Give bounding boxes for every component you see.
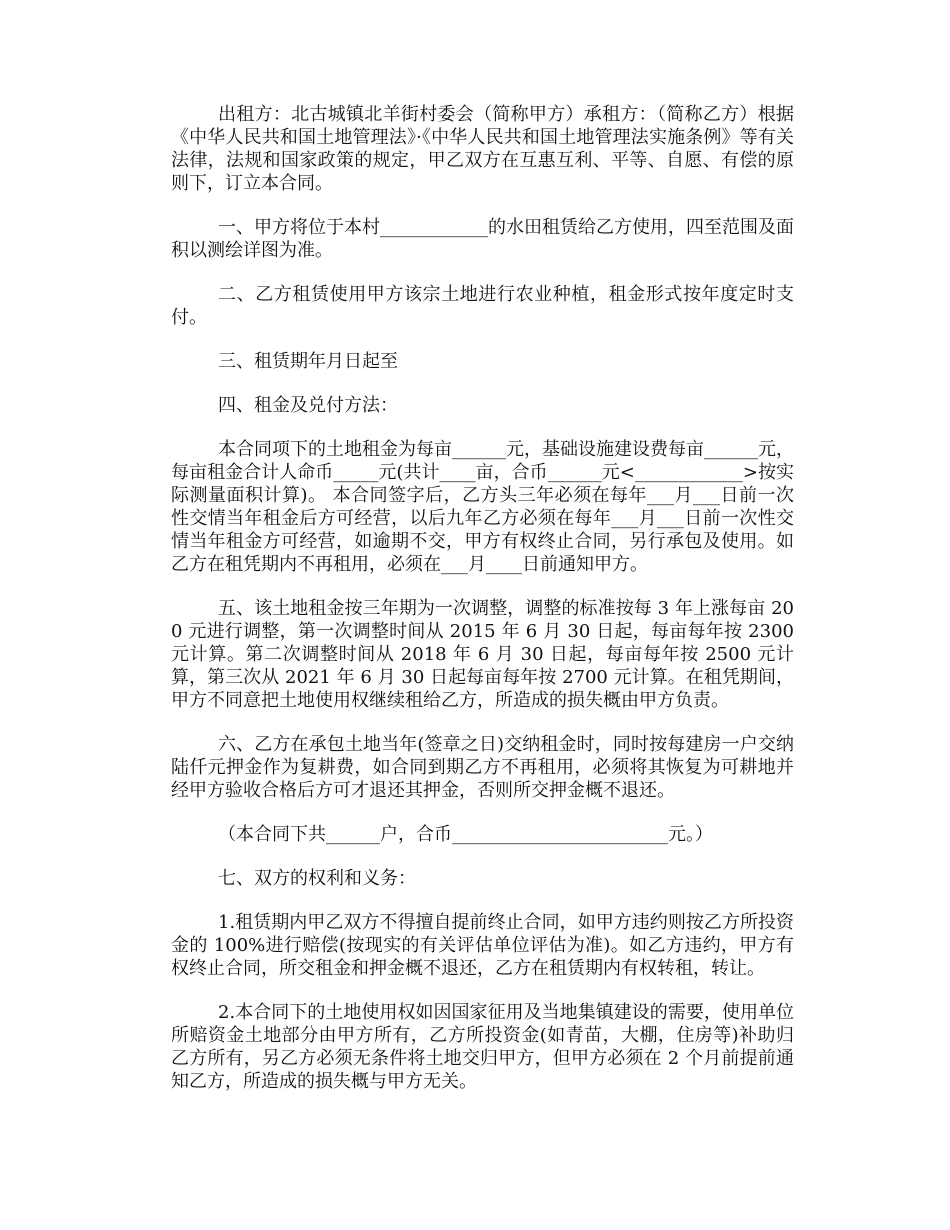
clause-4-heading: 四、租金及兑付方法： xyxy=(218,395,398,416)
clause-7-item-2: 2.本合同下的土地使用权如因国家征用及当地集镇建设的需要，使用单位所赔资金土地部分由甲方所有，乙方所投资金(如青苗，大棚，住房等)补助归乙方所有，另乙方必须无条件将土地交归甲方，但甲方必须在 2 个月前提前通知乙方，所造成的损失概与甲方无关。 xyxy=(171,1002,794,1092)
clause-4-rent-payment: 本合同项下的土地租金为每亩______元，基础设施建设费每亩______元，每亩租金合计人命币_____元(共计____亩，合币______元<____________>按实际测量面积计算)。 本合同签字后，乙方头三年必须在每年___月___日前一次性交情当年租金后方可经营，以后九年乙方必须在每年___月___日前一次性交情当年租金方可经营，如逾期不交，甲方有权终止合同，另行承包及使用。如乙方在租凭期内不再租用，必须在___月____日前通知甲方。 xyxy=(171,439,794,575)
clause-2-land-use: 二、乙方租赁使用甲方该宗土地进行农业种植，租金形式按年度定时支付。 xyxy=(171,284,794,328)
contract-body xyxy=(171,103,794,1093)
clause-1-land-location: 一、甲方将位于本村____________的水田租赁给乙方使用，四至范围及面积以测绘详图为准。 xyxy=(171,217,794,261)
clause-5-rent-adjustment: 五、该土地租金按三年期为一次调整，调整的标准按每 3 年上涨每亩 200 元进行调整，第一次调整时间从 2015 年 6 月 30 日起，每亩每年按 2300 元计算。第二次调整时间从 2018 年 6 月 30 日起，每亩每年按 2500 元计算，第三次从 2021 年 6 月 30 日起每亩每年按 2700 元计算。在租凭期间，甲方不同意把土地使用权继续租给乙方，所造成的损失概由甲方负责。 xyxy=(171,598,794,711)
clause-3-lease-period: 三、租赁期年月日起至 xyxy=(218,351,398,372)
clause-7-heading: 七、双方的权利和义务： xyxy=(218,868,416,889)
clause-6-deposit: 六、乙方在承包土地当年(签章之日)交纳租金时，同时按每建房一户交纳陆仟元押金作为复耕费，如合同到期乙方不再租用，必须将其恢复为可耕地并经甲方验收合格后方可才退还其押金，否则所交押金概不退还。 xyxy=(171,734,794,801)
contract-total-note: （本合同下共______户，合币________________________元。） xyxy=(218,824,713,845)
clause-7-item-1: 1.租赁期内甲乙双方不得擅自提前终止合同，如甲方违约则按乙方所投资金的 100%进行赔偿(按现实的有关评估单位评估为准)。如乙方违约，甲方有权终止合同，所交租金和押金概不退还，乙方在租赁期内有权转租，转让。 xyxy=(171,912,794,979)
contract-preamble: 出租方：北古城镇北羊街村委会（简称甲方）承租方：（简称乙方）根据《中华人民共和国土地管理法》·《中华人民共和国土地管理法实施条例》等有关法律，法规和国家政策的规定，甲乙双方在互惠互利、平等、自愿、有偿的原则下，订立本合同。 xyxy=(171,104,794,194)
